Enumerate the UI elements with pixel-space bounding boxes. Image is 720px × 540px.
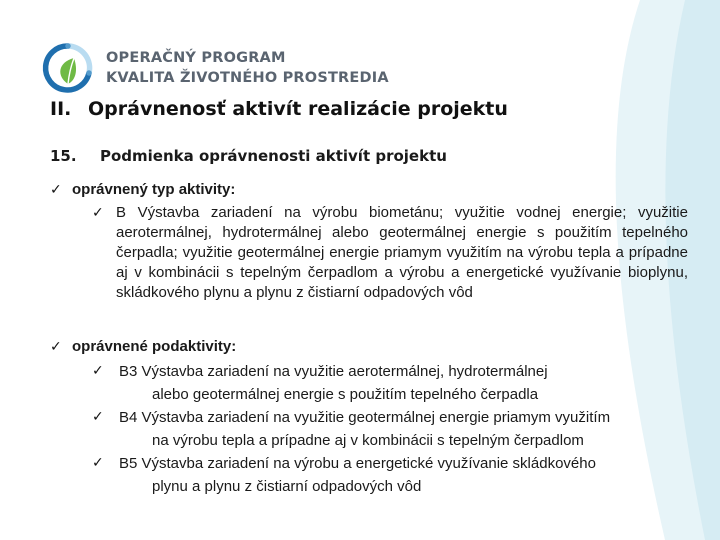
section-title: Oprávnenosť aktivít realizácie projektu xyxy=(88,98,508,120)
logo-line-1: OPERAČNÝ PROGRAM xyxy=(106,50,286,66)
logo-icon xyxy=(42,42,94,94)
program-logo xyxy=(42,40,389,96)
activity-item-b xyxy=(92,203,688,303)
subactivities-label: oprávnené podaktivity: xyxy=(72,338,237,355)
subactivity-line-1: B5 Výstavba zariadení na výrobu a energetické využívanie skládkového xyxy=(119,455,596,472)
subactivity-item-b4 xyxy=(92,406,692,452)
checkmark-icon: ✓ xyxy=(92,205,104,221)
subsection-heading xyxy=(50,147,447,165)
subactivity-line-2: alebo geotermálnej energie s použitím tepelného čerpadla xyxy=(152,386,539,403)
checkmark-icon: ✓ xyxy=(92,455,104,471)
subactivity-line-1: B4 Výstavba zariadení na využitie geotermálnej energie priamym využitím xyxy=(119,409,611,426)
subactivity-line-2: na výrobu tepla a prípadne aj v kombinácii s tepelným čerpadlom xyxy=(152,432,584,449)
subactivities-heading xyxy=(50,338,236,355)
activity-type-heading xyxy=(50,181,235,198)
checkmark-icon: ✓ xyxy=(50,339,62,355)
activity-item-text: B Výstavba zariadení na výrobu biometánu; využitie vodnej energie; využitie aerotermálnej, hydrotermálnej alebo geotermálnej energie s použitím tepelného čerpadla; využitie geotermálnej energie priamym využitím na výrobu tepla a prípadne aj v kombinácii s tepelným čerpadlom a výrobu a energetické využívanie bioplynu, skládkového plynu a plynu z čistiarní odpadových vôd xyxy=(116,204,688,301)
checkmark-icon: ✓ xyxy=(92,363,104,379)
subactivity-item-b5 xyxy=(92,452,692,498)
subsection-title: Podmienka oprávnenosti aktivít projektu xyxy=(100,147,447,165)
checkmark-icon: ✓ xyxy=(50,182,62,198)
section-number: II. xyxy=(50,98,72,120)
subactivity-item-b3 xyxy=(92,360,692,406)
section-heading xyxy=(50,98,508,120)
logo-line-2: KVALITA ŽIVOTNÉHO PROSTREDIA xyxy=(106,70,389,86)
activity-type-label: oprávnený typ aktivity: xyxy=(72,181,236,198)
checkmark-icon: ✓ xyxy=(92,409,104,425)
subactivity-line-2: plynu a plynu z čistiarní odpadových vôd xyxy=(152,478,422,495)
subactivity-line-1: B3 Výstavba zariadení na využitie aerotermálnej, hydrotermálnej xyxy=(119,363,548,380)
subsection-number: 15. xyxy=(50,147,77,165)
